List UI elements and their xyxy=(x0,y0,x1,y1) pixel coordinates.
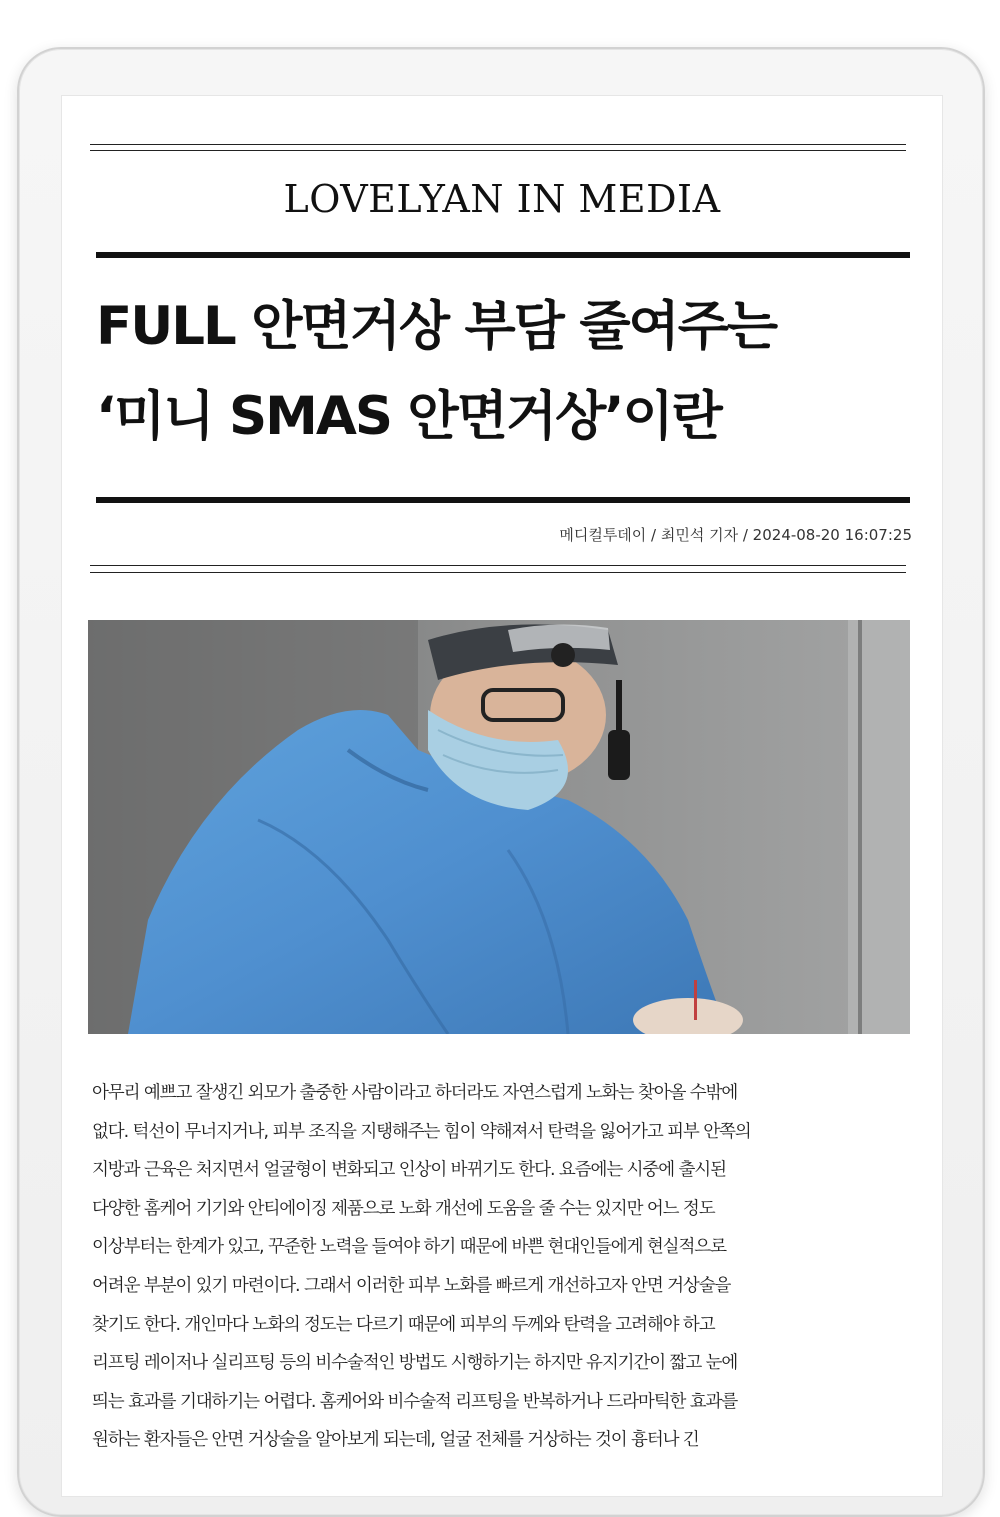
masthead-title: LOVELYAN IN MEDIA xyxy=(283,177,721,221)
headline-line-2: ‘미니 SMAS 안면거상’이란 xyxy=(96,386,721,447)
body-line: 이상부터는 한계가 있고, 꾸준한 노력을 들여야 하기 때문에 바쁜 현대인들에게 현실적으로 xyxy=(92,1237,726,1258)
article-headline xyxy=(96,282,916,462)
byline-rule-2 xyxy=(90,572,906,573)
body-line: 리프팅 레이저나 실리프팅 등의 비수술적인 방법도 시행하기는 하지만 유지기간이 짧고 눈에 xyxy=(92,1353,738,1374)
top-rule-2 xyxy=(90,150,906,151)
headline-underline xyxy=(96,497,910,503)
body-line: 아무리 예쁘고 잘생긴 외모가 출중한 사람이라고 하더라도 자연스럽게 노화는 찾아올 수밖에 xyxy=(92,1083,738,1103)
article-screen xyxy=(62,96,942,1496)
byline-rule-1 xyxy=(90,565,906,566)
top-rule-1 xyxy=(90,144,906,145)
body-line: 다양한 홈케어 기기와 안티에이징 제품으로 노화 개선에 도움을 줄 수는 있지만 어느 정도 xyxy=(92,1198,715,1219)
body-line: 띄는 효과를 기대하기는 어렵다. 홈케어와 비수술적 리프팅을 반복하거나 드라마틱한 효과를 xyxy=(92,1391,738,1412)
headline-line-1: FULL 안면거상 부담 줄여주는 xyxy=(96,296,777,357)
surgeon-photo xyxy=(88,620,910,1034)
body-line: 없다. 턱선이 무너지거나, 피부 조직을 지탱해주는 힘이 약해져서 탄력을 잃어가고 피부 안쪽의 xyxy=(92,1121,751,1142)
article-byline: 메디컬투데이 / 최민석 기자 / 2024-08-20 16:07:25 xyxy=(559,526,912,544)
article-body xyxy=(92,1074,912,1460)
body-line: 찾기도 한다. 개인마다 노화의 정도는 다르기 때문에 피부의 두께와 탄력을 고려해야 하고 xyxy=(92,1314,715,1335)
body-line: 지방과 근육은 처지면서 얼굴형이 변화되고 인상이 바뀌기도 한다. 요즘에는 시중에 출시된 xyxy=(92,1160,726,1181)
body-line: 원하는 환자들은 안면 거상술을 알아보게 되는데, 얼굴 전체를 거상하는 것이 흉터나 긴 xyxy=(92,1430,699,1451)
body-line: 어려운 부분이 있기 마련이다. 그래서 이러한 피부 노화를 빠르게 개선하고자 안면 거상술을 xyxy=(92,1275,731,1296)
masthead-underline xyxy=(96,252,910,258)
